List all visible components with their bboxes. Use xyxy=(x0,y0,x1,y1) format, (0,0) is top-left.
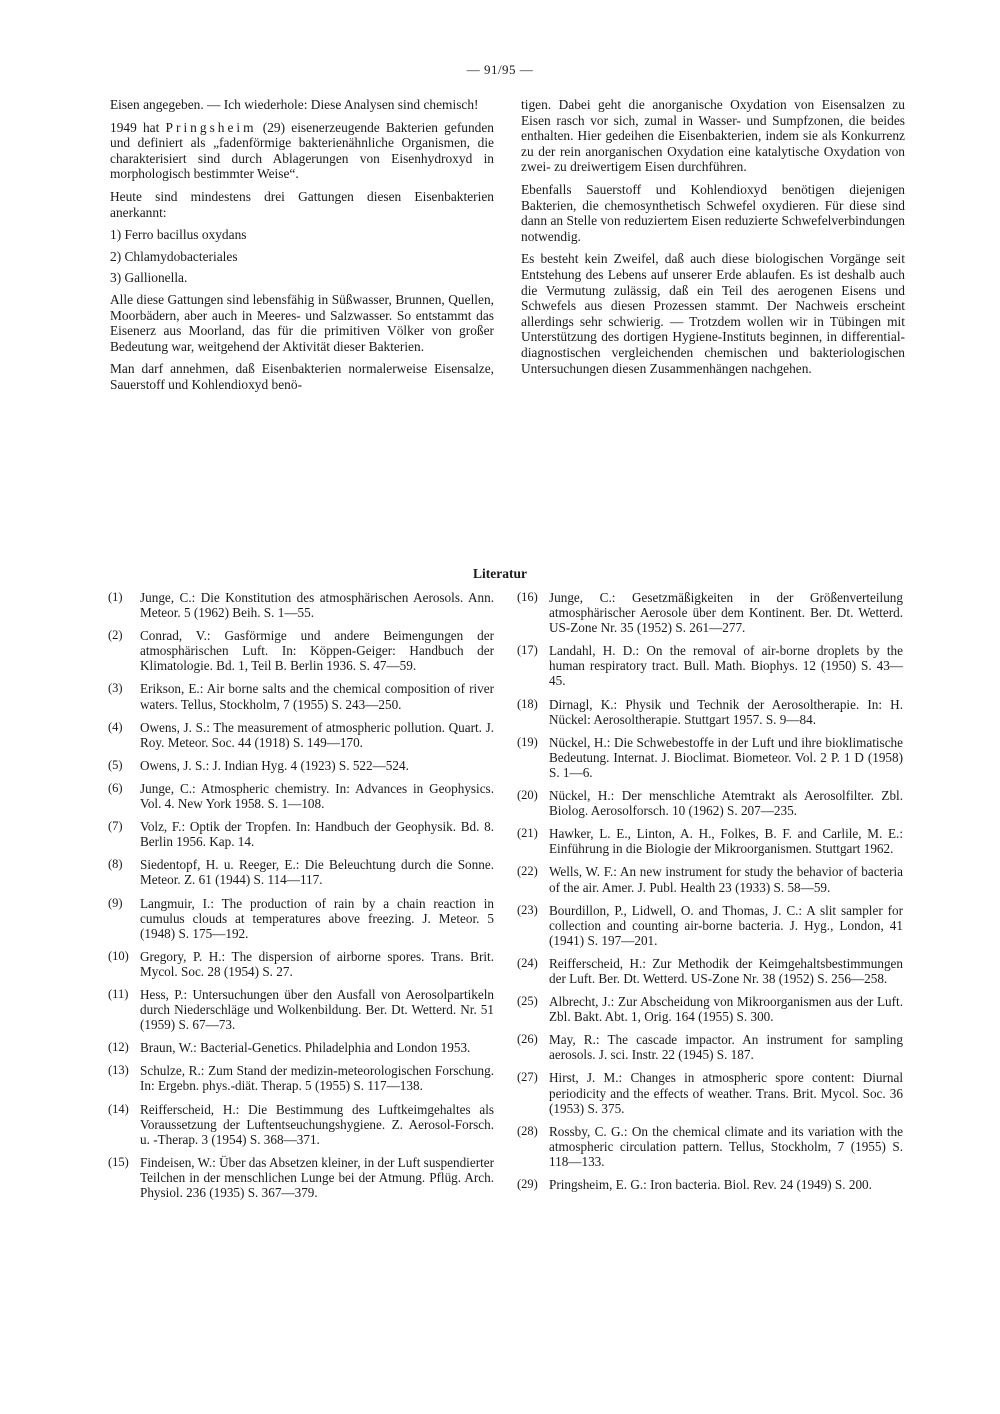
reference-item xyxy=(108,781,494,811)
reference-item xyxy=(517,826,903,856)
reference-text: Schulze, R.: Zum Stand der medizin-meteorologischen Forschung. In: Ergebn. phys.-diät. Therap. 5 (1955) S. 117—138. xyxy=(140,1063,494,1094)
reference-number: (22) xyxy=(517,864,538,879)
reference-text: Albrecht, J.: Zur Abscheidung von Mikroorganismen aus der Luft. Zbl. Bakt. Abt. 1, Orig. 164 (1955) S. 300. xyxy=(549,994,903,1025)
reference-item xyxy=(108,758,494,773)
reference-number: (28) xyxy=(517,1123,538,1138)
body-column-right xyxy=(521,97,905,400)
reference-item xyxy=(108,590,494,620)
reference-item xyxy=(108,987,494,1032)
reference-text: Rossby, C. G.: On the chemical climate and its variation with the atmospheric circulation pattern. Tellus, Stockholm, 7 (1955) S. 118—133. xyxy=(549,1123,903,1169)
reference-number: (29) xyxy=(517,1177,538,1191)
reference-item xyxy=(108,1063,494,1093)
reference-item xyxy=(517,643,903,688)
page-number: — 91/95 — xyxy=(466,62,534,77)
reference-number: (8) xyxy=(108,857,123,872)
reference-text: Landahl, H. D.: On the removal of air-borne droplets by the human respiratory tract. Bull. Math. Biophys. 12 (1950) S. 43—45. xyxy=(549,643,903,689)
reference-item xyxy=(517,788,903,818)
reference-item xyxy=(108,949,494,979)
reference-column-right xyxy=(517,590,903,1208)
reference-item xyxy=(108,1102,494,1147)
paragraph: Man darf annehmen, daß Eisenbakterien normalerweise Eisensalze, Sauerstoff und Kohlendioxyd benö- xyxy=(110,361,494,392)
reference-item xyxy=(517,697,903,727)
reference-text: Hawker, L. E., Linton, A. H., Folkes, B. F. and Carlile, M. E.: Einführung in die Biologie der Mikroorganismen. Stuttgart 1962. xyxy=(549,826,903,857)
paragraph-text: (29) eisenerzeugende Bakterien gefunden und definiert als „fadenförmige bakterienähnliche Organismen, die charakterisiert sind durch Ablagerungen von Eisenhydroxyd in morphologisch bestimmter Weise“. xyxy=(110,119,495,182)
reference-number: (9) xyxy=(108,895,123,910)
paragraph: Heute sind mindestens drei Gattungen diesen Eisenbakterien anerkannt: xyxy=(110,188,494,220)
reference-text: Braun, W.: Bacterial-Genetics. Philadelphia and London 1953. xyxy=(140,1040,471,1056)
list-item: 1) Ferro bacillus oxydans xyxy=(110,227,247,243)
reference-item xyxy=(108,1040,494,1055)
reference-item xyxy=(108,819,494,849)
reference-number: (16) xyxy=(517,590,538,604)
reference-text: May, R.: The cascade impactor. An instrument for sampling aerosols. J. sci. Instr. 22 (1945) S. 187. xyxy=(549,1032,903,1063)
reference-text: Wells, W. F.: An new instrument for study the behavior of bacteria of the air. Amer. J. Publ. Health 23 (1933) S. 58—59. xyxy=(549,864,903,895)
reference-item xyxy=(517,1177,903,1192)
reference-number: (19) xyxy=(517,734,538,749)
reference-number: (20) xyxy=(517,788,538,803)
reference-text: Owens, J. S.: J. Indian Hyg. 4 (1923) S. 522—524. xyxy=(140,757,409,773)
paragraph xyxy=(110,120,494,182)
reference-item xyxy=(108,628,494,673)
reference-text: Reifferscheid, H.: Zur Methodik der Keimgehaltsbestimmungen der Luft. Ber. Dt. Wetterd. US-Zone Nr. 38 (1952) S. 256—258. xyxy=(549,955,903,986)
reference-item xyxy=(108,1155,494,1200)
reference-text: Junge, C.: Die Konstitution des atmosphärischen Aerosols. Ann. Meteor. 5 (1962) Beih. S. 1—55. xyxy=(140,590,494,621)
reference-text: Conrad, V.: Gasförmige und andere Beimengungen der atmosphärischen Luft. In: Köppen-Geiger: Handbuch der Klimatologie. Bd. 1, Teil B. Berlin 1936. S. 47—59. xyxy=(140,628,494,674)
reference-text: Erikson, E.: Air borne salts and the chemical composition of river waters. Tellus, Stockholm, 7 (1955) S. 243—250. xyxy=(140,681,494,712)
list-item: 2) Chlamydobacteriales xyxy=(110,248,238,264)
reference-item xyxy=(517,1070,903,1115)
reference-number: (26) xyxy=(517,1032,538,1047)
paragraph: tigen. Dabei geht die anorganische Oxydation von Eisensalzen zu Eisen rasch vor sich, zumal in Wasser- und Sumpfzonen, die beides enthalten. Hier gedeihen die Eisenbakterien, indem sie als Konkurrenz zu der rein anorganischen Oxydation eine katalytische Oxydation von zwei- zu dreiwertigem Eisen durchführen. xyxy=(521,97,905,175)
reference-number: (7) xyxy=(108,819,123,834)
reference-item xyxy=(108,681,494,711)
reference-text: Siedentopf, H. u. Reeger, E.: Die Beleuchtung durch die Sonne. Meteor. Z. 61 (1944) S. 114—117. xyxy=(140,857,494,888)
reference-number: (5) xyxy=(108,757,123,772)
author-name: Pringsheim xyxy=(165,119,257,135)
reference-text: Findeisen, W.: Über das Absetzen kleiner, in der Luft suspendierter Teilchen in der menschlichen Lunge bei der Atmung. Pflüg. Arch. Physiol. 236 (1935) S. 367—379. xyxy=(140,1154,494,1200)
reference-number: (3) xyxy=(108,681,123,696)
reference-text: Junge, C.: Gesetzmäßigkeiten in der Größenverteilung atmosphärischer Aerosole über dem Kontinent. Ber. Dt. Wetterd. US-Zone Nr. 35 (1952) S. 261—277. xyxy=(549,590,903,636)
reference-number: (18) xyxy=(517,696,538,711)
literature-heading: Literatur xyxy=(473,566,527,581)
reference-item xyxy=(517,956,903,986)
reference-text: Hirst, J. M.: Changes in atmospheric spore content: Diurnal periodicity and the effects of weather. Trans. Brit. Mycol. Soc. 36 (1953) S. 375. xyxy=(549,1070,903,1116)
reference-number: (11) xyxy=(108,986,129,1001)
reference-number: (23) xyxy=(517,902,538,917)
reference-text: Bourdillon, P., Lidwell, O. and Thomas, J. C.: A slit sampler for collection and counting air-borne bacteria. J. Hyg., London, 41 (1941) S. 197—201. xyxy=(549,902,903,948)
reference-item xyxy=(108,857,494,887)
reference-number: (2) xyxy=(108,628,123,643)
reference-column-left xyxy=(108,590,494,1208)
reference-item xyxy=(517,864,903,894)
reference-text: Langmuir, I.: The production of rain by a chain reaction in cumulus clouds at temperatures above freezing. J. Meteor. 5 (1948) S. 175—192. xyxy=(140,895,494,941)
reference-number: (6) xyxy=(108,780,123,795)
body-text xyxy=(110,97,905,400)
reference-item xyxy=(517,735,903,780)
reference-text: Pringsheim, E. G.: Iron bacteria. Biol. Rev. 24 (1949) S. 200. xyxy=(549,1177,872,1192)
reference-number: (25) xyxy=(517,994,538,1009)
reference-number: (13) xyxy=(108,1063,129,1078)
reference-number: (1) xyxy=(108,590,123,604)
reference-item xyxy=(517,590,903,635)
genera-list xyxy=(110,227,494,286)
reference-number: (15) xyxy=(108,1154,129,1169)
reference-number: (21) xyxy=(517,826,538,841)
reference-number: (17) xyxy=(517,643,538,658)
reference-text: Hess, P.: Untersuchungen über den Ausfall von Aerosolpartikeln durch Niederschläge und Wolkenbildung. Ber. Dt. Wetterd. Nr. 51 (1959) S. 67—73. xyxy=(140,986,494,1033)
reference-text: Reifferscheid, H.: Die Bestimmung des Luftkeimgehaltes als Voraussetzung der Luftentseuchungshygiene. Z. Aerosol-Forsch. u. -Therap. 3 (1954) S. 368—371. xyxy=(140,1101,494,1147)
reference-item xyxy=(108,720,494,750)
reference-number: (14) xyxy=(108,1101,129,1116)
paragraph: Ebenfalls Sauerstoff und Kohlendioxyd benötigen diejenigen Bakterien, die chemosynthetisch Schwefel oxydieren. Für diese sind dann an Stelle von reduziertem Eisen reduzierte Schwefelverbindungen notwendig. xyxy=(521,181,905,244)
reference-item xyxy=(517,1032,903,1062)
reference-item xyxy=(108,896,494,941)
reference-number: (12) xyxy=(108,1040,129,1055)
list-item: 3) Gallionella. xyxy=(110,270,188,286)
reference-text: Dirnagl, K.: Physik und Technik der Aerosoltherapie. In: H. Nückel: Aerosoltherapie. Stuttgart 1957. S. 9—84. xyxy=(549,696,903,727)
reference-number: (10) xyxy=(108,948,129,963)
paragraph: Eisen angegeben. — Ich wiederhole: Diese Analysen sind chemisch! xyxy=(110,97,479,112)
reference-text: Junge, C.: Atmospheric chemistry. In: Advances in Geophysics. Vol. 4. New York 1958. S. 1—108. xyxy=(140,780,494,812)
body-column-left xyxy=(110,97,494,400)
reference-list xyxy=(108,590,903,1208)
reference-number: (4) xyxy=(108,719,123,734)
reference-text: Owens, J. S.: The measurement of atmospheric pollution. Quart. J. Roy. Meteor. Soc. 44 (1918) S. 149—170. xyxy=(140,719,494,750)
paragraph: Alle diese Gattungen sind lebensfähig in Süßwasser, Brunnen, Quellen, Moorbädern, aber auch in Meeres- und Salzwasser. So entstammt das Eisenerz aus Moorland, das für die primitiven Völker von großer Bedeutung war, weitgehend der Aktivität dieser Bakterien. xyxy=(110,291,494,354)
reference-number: (24) xyxy=(517,955,538,970)
paragraph: Es besteht kein Zweifel, daß auch diese biologischen Vorgänge seit Entstehung des Lebens auf unserer Erde ablaufen. Es ist deshalb auch die Vermutung zulässig, daß ein Teil des aerogenen Eisens und Schwefels aus diesen Prozessen stammt. Der Nachweis erscheint allerdings sehr schwierig. — Trotzdem wollen wir in Tübingen mit Unterstützung des dortigen Hygiene-Instituts beginnen, in differential-diagnostischen vergleichenden chemischen und bakteriologischen Untersuchungen diesen Zusammenhängen nachgehen. xyxy=(521,251,905,376)
reference-text: Volz, F.: Optik der Tropfen. In: Handbuch der Geophysik. Bd. 8. Berlin 1956. Kap. 14. xyxy=(140,819,494,850)
reference-number: (27) xyxy=(517,1070,538,1085)
reference-item xyxy=(517,994,903,1024)
reference-item xyxy=(517,903,903,948)
reference-text: Gregory, P. H.: The dispersion of airborne spores. Trans. Brit. Mycol. Soc. 28 (1954) S. 27. xyxy=(140,948,494,979)
reference-item xyxy=(517,1124,903,1169)
paragraph-text: 1949 hat xyxy=(110,119,166,135)
reference-text: Nückel, H.: Die Schwebestoffe in der Luft und ihre bioklimatische Bedeutung. Internat. J. Bioclimat. Biometeor. Vol. 2 P. 1 D (1958) S. 1—6. xyxy=(549,734,903,780)
reference-text: Nückel, H.: Der menschliche Atemtrakt als Aerosolfilter. Zbl. Biolog. Aerosolforsch. 10 (1962) S. 207—235. xyxy=(549,788,903,819)
